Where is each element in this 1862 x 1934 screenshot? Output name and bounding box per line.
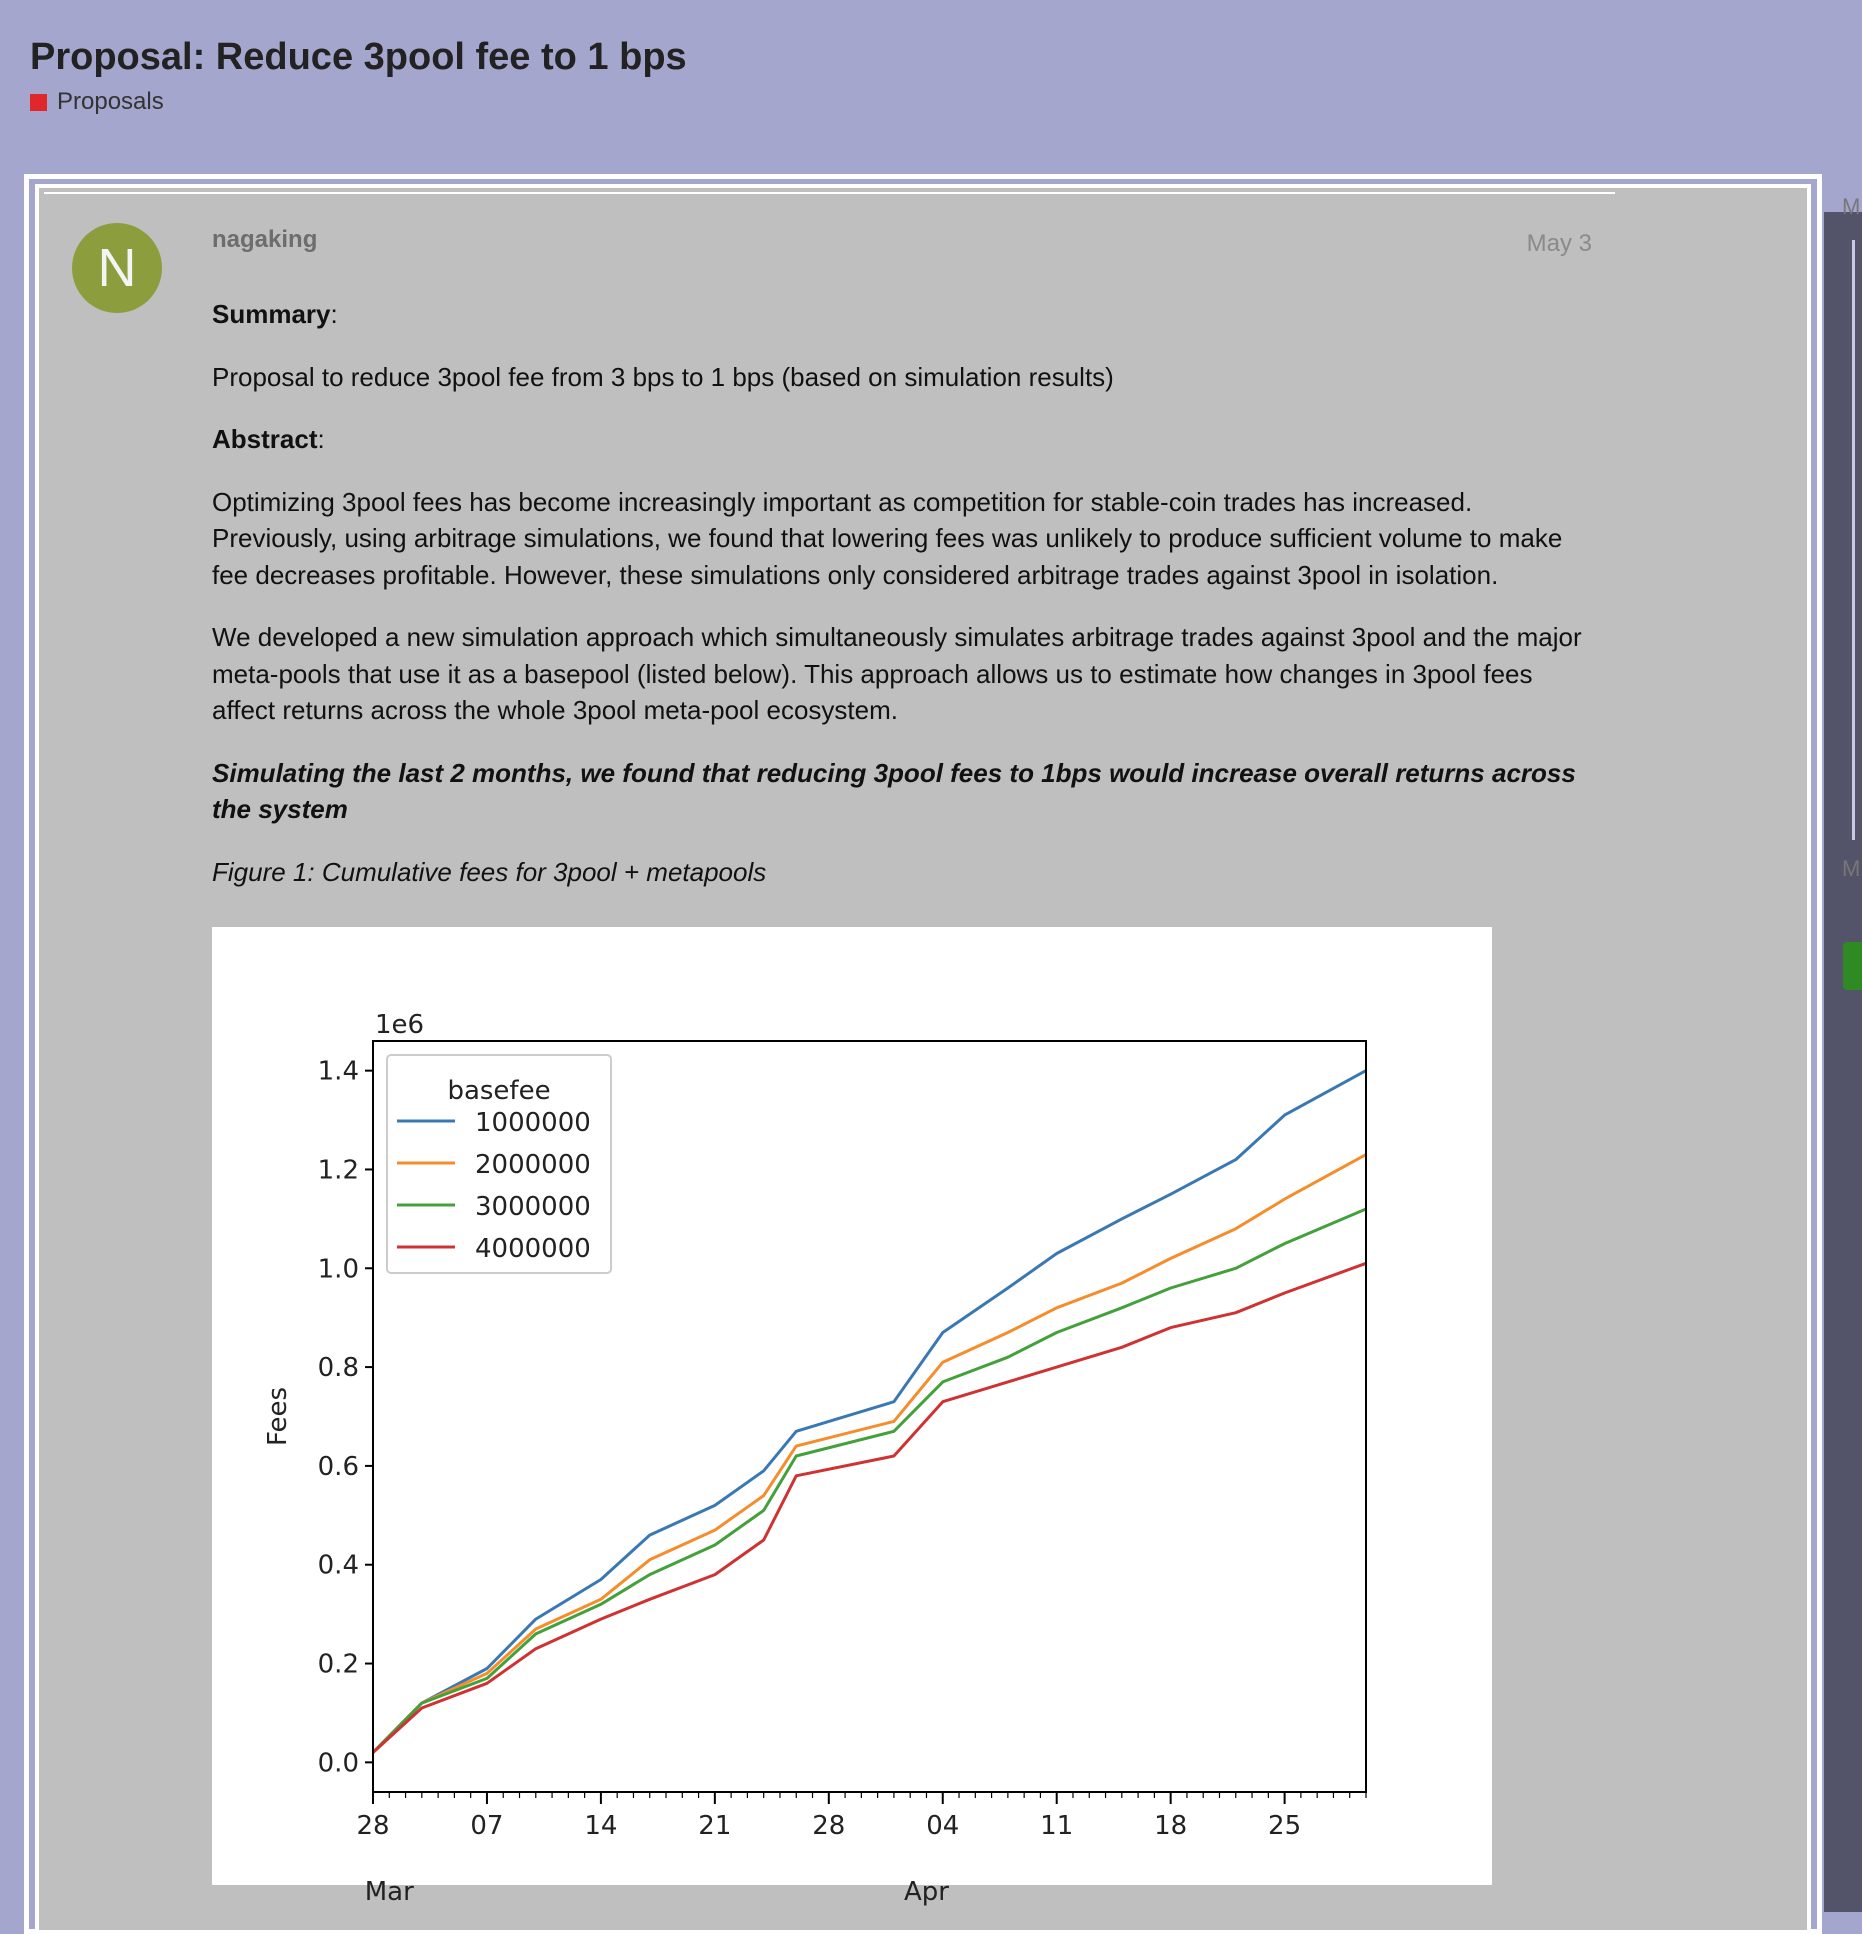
x-tick-label: 07 xyxy=(470,1811,504,1841)
y-tick-label: 0.8 xyxy=(317,1353,359,1384)
y-tick-label: 0.2 xyxy=(317,1649,359,1680)
legend-title: basefee xyxy=(447,1076,551,1106)
topic-title: Proposal: Reduce 3pool fee to 1 bps xyxy=(30,36,687,78)
finding-paragraph xyxy=(212,755,1602,828)
x-tick-label: 14 xyxy=(584,1811,618,1841)
post-username[interactable]: nagaking xyxy=(212,226,318,253)
category-label: Proposals xyxy=(57,88,164,115)
finding-text: Simulating the last 2 months, we found that reducing 3pool fees to 1bps would increase overall returns across the system xyxy=(212,757,1576,824)
post-top-border xyxy=(44,192,1615,194)
abstract-heading-line: Abstract: xyxy=(212,424,325,454)
y-tick-label: 0.0 xyxy=(317,1748,359,1779)
x-tick-label: 21 xyxy=(698,1811,732,1841)
y-tick-label: 1.2 xyxy=(317,1155,359,1186)
timeline-label-bottom: M xyxy=(1842,856,1861,881)
legend-label: 1000000 xyxy=(475,1108,591,1138)
series-line-4000000 xyxy=(373,1263,1366,1752)
y-tick-label: 0.4 xyxy=(317,1550,359,1581)
summary-heading-line: Summary: xyxy=(212,299,338,329)
x-month-label: Apr xyxy=(903,1877,949,1907)
post-body xyxy=(212,296,1602,890)
y-tick-label: 1.4 xyxy=(317,1056,359,1087)
fees-line-chart xyxy=(212,927,1492,1907)
timeline-panel xyxy=(1824,212,1862,1912)
y-offset-label: 1e6 xyxy=(375,1010,425,1040)
summary-heading: Summary xyxy=(212,299,331,329)
avatar[interactable]: N xyxy=(72,223,162,313)
category-badge[interactable] xyxy=(30,88,164,116)
x-month-label: Mar xyxy=(364,1877,414,1907)
timeline-reply-tab[interactable] xyxy=(1843,942,1862,990)
figure-image[interactable] xyxy=(212,927,1492,1907)
x-tick-label: 11 xyxy=(1040,1811,1074,1841)
legend-label: 2000000 xyxy=(475,1150,591,1180)
abstract-paragraph-1: Optimizing 3pool fees has become increasingly important as competition for stable-coin trades has increased. Previously, using arbitrage simulations, we found that lowering fees was unlikely to produce sufficient volume to make fee decreases profitable. However, these simulations only considered arbitrage trades against 3pool in isolation. xyxy=(212,486,1563,590)
post-date[interactable]: May 3 xyxy=(1526,230,1592,257)
x-tick-label: 28 xyxy=(356,1811,390,1841)
y-tick-label: 0.6 xyxy=(317,1451,359,1482)
y-tick-label: 1.0 xyxy=(317,1254,359,1285)
x-tick-label: 25 xyxy=(1268,1811,1302,1841)
x-tick-label: 28 xyxy=(812,1811,846,1841)
timeline-scroll-track[interactable] xyxy=(1852,240,1855,840)
category-color-swatch xyxy=(30,94,47,111)
x-tick-label: 18 xyxy=(1154,1811,1188,1841)
x-tick-label: 04 xyxy=(926,1811,960,1841)
series-line-3000000 xyxy=(373,1209,1366,1753)
abstract-paragraph-2: We developed a new simulation approach which simultaneously simulates arbitrage trades against 3pool and the major meta-pools that use it as a basepool (listed below). This approach allows us to estimate how changes in 3pool fees affect returns across the whole 3pool meta-pool ecosystem. xyxy=(212,622,1582,725)
legend-label: 4000000 xyxy=(475,1234,591,1264)
figure-caption: Figure 1: Cumulative fees for 3pool + metapools xyxy=(212,856,767,887)
summary-text: Proposal to reduce 3pool fee from 3 bps to 1 bps (based on simulation results) xyxy=(212,361,1114,392)
legend-label: 3000000 xyxy=(475,1192,591,1222)
abstract-heading: Abstract xyxy=(212,424,318,454)
y-axis-label: Fees xyxy=(263,1386,293,1447)
timeline-label-top: M xyxy=(1842,194,1861,219)
